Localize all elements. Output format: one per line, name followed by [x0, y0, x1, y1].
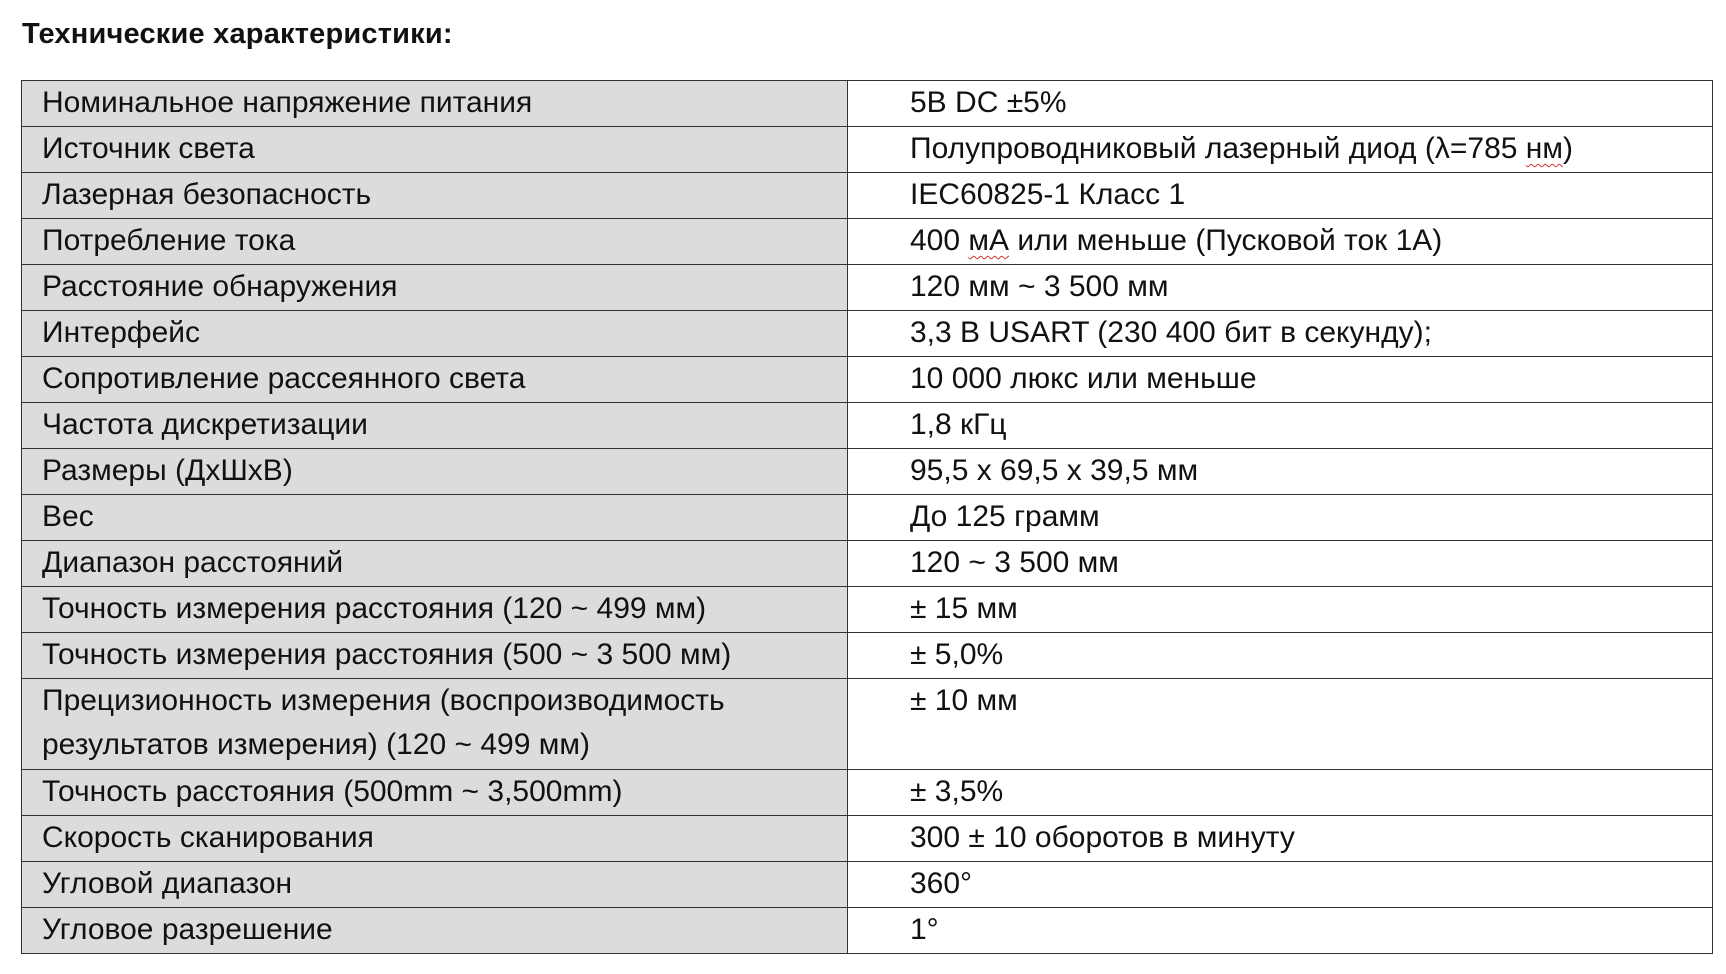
value-cell: 360°: [848, 862, 1713, 908]
param-cell: Расстояние обнаружения: [22, 265, 848, 311]
value-cell: ± 10 мм: [848, 679, 1713, 770]
value-cell: 120 ~ 3 500 мм: [848, 541, 1713, 587]
value-cell: [848, 219, 1713, 265]
table-row: [22, 81, 1713, 127]
table-row: [22, 679, 1713, 770]
param-cell: Потребление тока: [22, 219, 848, 265]
value-cell: 120 мм ~ 3 500 мм: [848, 265, 1713, 311]
value-text: ): [1563, 132, 1573, 165]
param-cell: Скорость сканирования: [22, 816, 848, 862]
value-cell: До 125 грамм: [848, 495, 1713, 541]
param-cell: Вес: [22, 495, 848, 541]
value-text: или меньше (Пусковой ток 1А): [1009, 224, 1443, 257]
table-row: [22, 633, 1713, 679]
value-cell: 10 000 люкс или меньше: [848, 357, 1713, 403]
value-cell: [848, 127, 1713, 173]
table-row: [22, 908, 1713, 954]
specifications-table: [21, 80, 1713, 954]
table-row: [22, 495, 1713, 541]
param-cell: Интерфейс: [22, 311, 848, 357]
value-text: Полупроводниковый лазерный диод (λ=785: [910, 132, 1526, 165]
value-cell: 95,5 x 69,5 x 39,5 мм: [848, 449, 1713, 495]
param-text-line: результатов измерения) (120 ~ 499 мм): [42, 728, 590, 761]
value-cell: 5В DC ±5%: [848, 81, 1713, 127]
value-cell: ± 5,0%: [848, 633, 1713, 679]
param-cell: Точность измерения расстояния (120 ~ 499 мм): [22, 587, 848, 633]
param-cell: Лазерная безопасность: [22, 173, 848, 219]
table-row: [22, 219, 1713, 265]
param-cell: Сопротивление рассеянного света: [22, 357, 848, 403]
table-row: [22, 357, 1713, 403]
table-row: [22, 587, 1713, 633]
param-cell: [22, 679, 848, 770]
param-cell: Диапазон расстояний: [22, 541, 848, 587]
table-row: [22, 449, 1713, 495]
document-title: Технические характеристики:: [22, 18, 453, 50]
spellcheck-marked-text: нм: [1525, 132, 1563, 165]
param-cell: Точность измерения расстояния (500 ~ 3 500 мм): [22, 633, 848, 679]
table-row: [22, 770, 1713, 816]
table-row: [22, 816, 1713, 862]
param-cell: Частота дискретизации: [22, 403, 848, 449]
value-cell: ± 15 мм: [848, 587, 1713, 633]
param-text-line: Прецизионность измерения (воспроизводимость: [42, 684, 725, 717]
table-row: [22, 265, 1713, 311]
table-row: [22, 311, 1713, 357]
param-cell: Номинальное напряжение питания: [22, 81, 848, 127]
spellcheck-marked-text: мА: [968, 224, 1010, 257]
table-row: [22, 127, 1713, 173]
value-cell: 1°: [848, 908, 1713, 954]
value-cell: 300 ± 10 оборотов в минуту: [848, 816, 1713, 862]
param-cell: Угловое разрешение: [22, 908, 848, 954]
table-row: [22, 541, 1713, 587]
param-cell: Размеры (ДхШхВ): [22, 449, 848, 495]
param-cell: Угловой диапазон: [22, 862, 848, 908]
value-text: 400: [910, 224, 969, 257]
table-row: [22, 403, 1713, 449]
value-cell: 3,3 В USART (230 400 бит в секунду);: [848, 311, 1713, 357]
table-row: [22, 173, 1713, 219]
param-cell: Источник света: [22, 127, 848, 173]
table-row: [22, 862, 1713, 908]
param-cell: Точность расстояния (500mm ~ 3,500mm): [22, 770, 848, 816]
value-cell: ± 3,5%: [848, 770, 1713, 816]
value-cell: 1,8 кГц: [848, 403, 1713, 449]
value-cell: IEC60825-1 Класс 1: [848, 173, 1713, 219]
